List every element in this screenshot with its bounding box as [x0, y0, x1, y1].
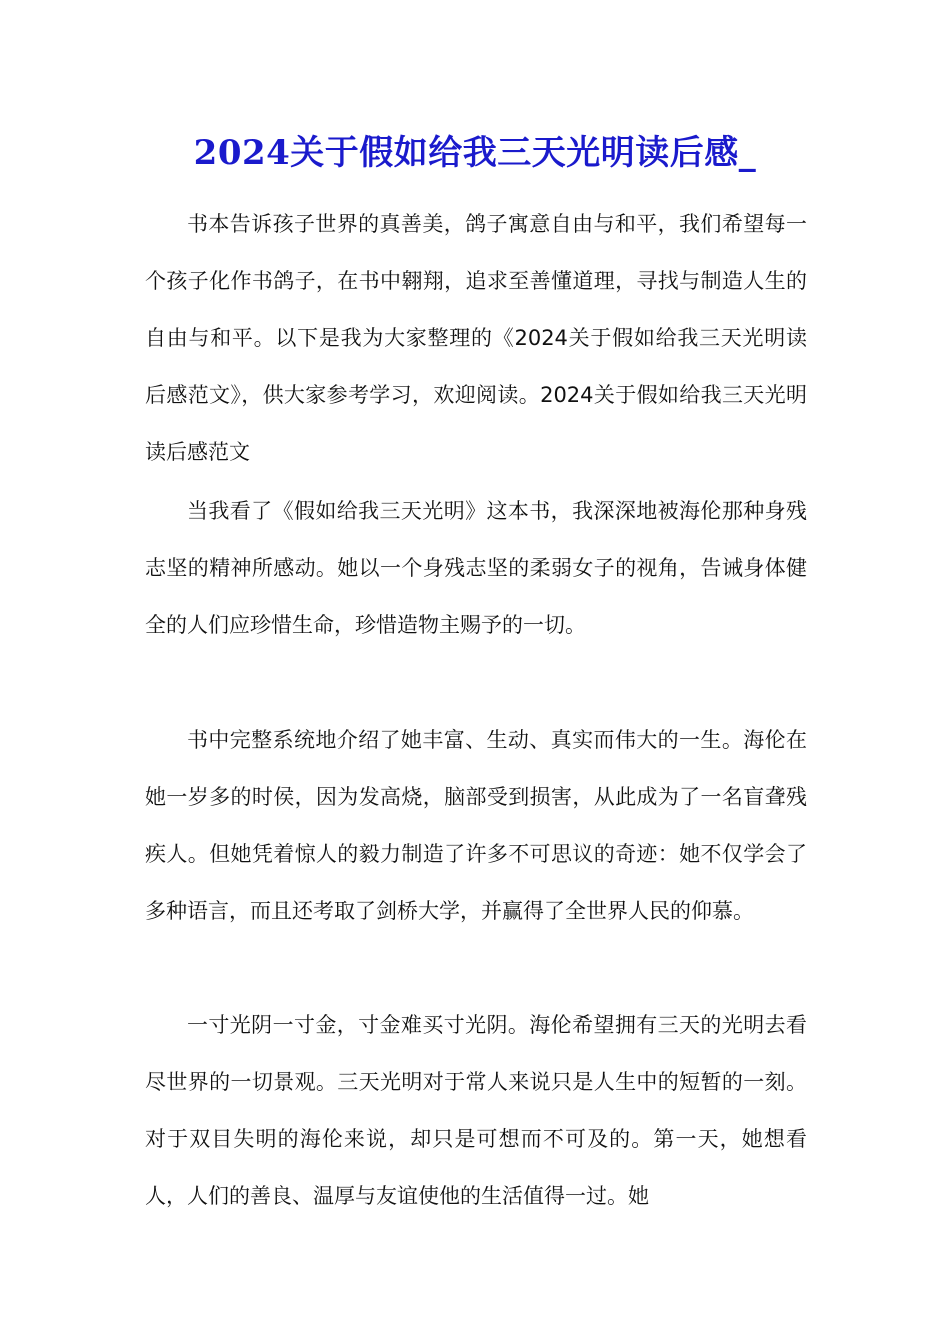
- document-title: 2024关于假如给我三天光明读后感_: [193, 133, 757, 173]
- paragraph-life-summary: 书中完整系统地介绍了她丰富、生动、真实而伟大的一生。海伦在她一岁多的时侯，因为发高烧，脑部受到损害，从此成为了一名盲聋残疾人。但她凭着惊人的毅力制造了许多不可思议的奇迹：她不仅学会了多种语言，而且还考取了剑桥大学，并赢得了全世界人民的仰慕。: [145, 728, 807, 923]
- paragraph-first-impression: 当我看了《假如给我三天光明》这本书，我深深地被海伦那种身残志坚的精神所感动。她以一个身残志坚的柔弱女子的视角，告诫身体健全的人们应珍惜生命，珍惜造物主赐予的一切。: [145, 499, 807, 637]
- paragraph-three-days: 一寸光阴一寸金，寸金难买寸光阴。海伦希望拥有三天的光明去看尽世界的一切景观。三天光明对于常人来说只是人生中的短暂的一刻。对于双目失明的海伦来说，却只是可想而不可及的。第一天，她想看人，人们的善良、温厚与友谊使他的生活值得一过。她: [145, 1013, 807, 1208]
- paragraph-intro: 书本告诉孩子世界的真善美，鸽子寓意自由与和平，我们希望每一个孩子化作书鸽子，在书中翱翔，追求至善懂道理，寻找与制造人生的自由与和平。以下是我为大家整理的《2024关于假如给我三天光明读后感范文》，供大家参考学习，欢迎阅读。2024关于假如给我三天光明读后感范文: [145, 212, 807, 464]
